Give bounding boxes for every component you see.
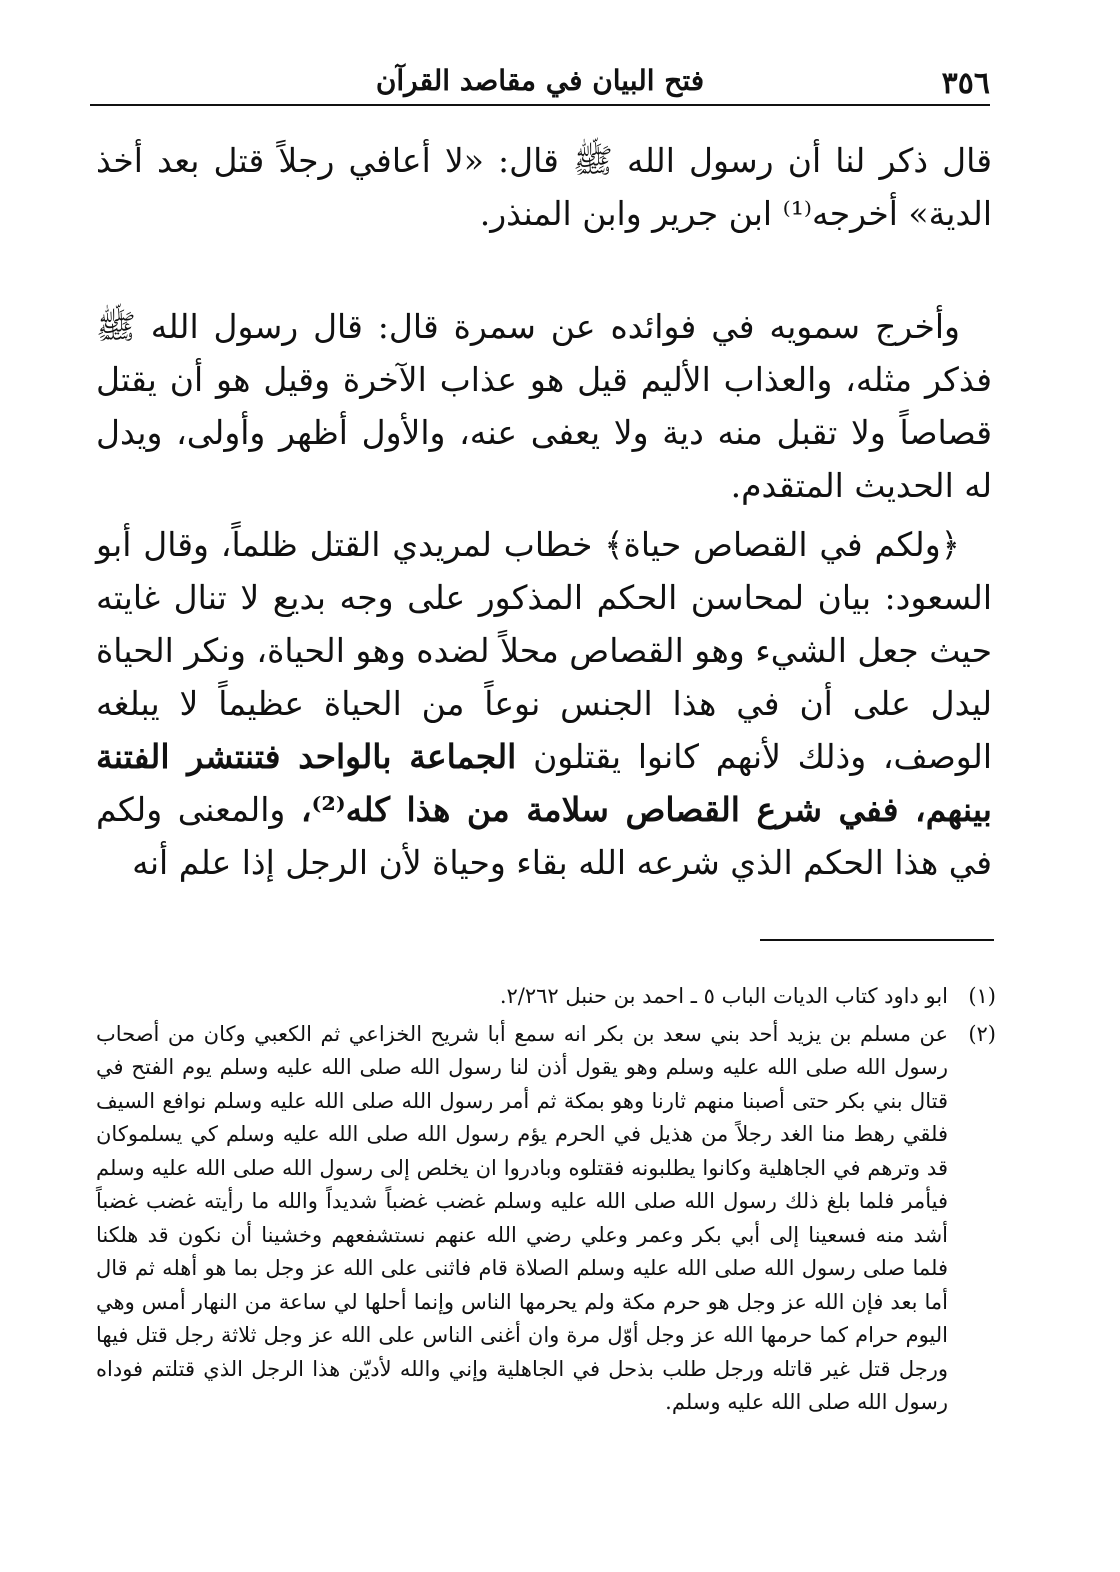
main-text-paragraph-2 — [96, 300, 992, 512]
paragraph-3-bold-run: الجماعة بالواحد فتنتشر الفتنة بينهم، ففي شرع القصاص سلامة من هذا كله⁽²⁾، — [96, 737, 992, 829]
page-number: ٣٥٦ — [941, 66, 990, 101]
paragraph-text: وأخرج سمويه في فوائده عن سمرة قال: قال رسول الله ﷺ فذكر مثله، والعذاب الأليم قيل هو عذاب الآخرة وقيل هو أن يقتل قصاصاً ولا تقبل منه دية ولا يعفى عنه، والأول أظهر وأولى، ويدل له الحديث المتقدم. — [96, 307, 992, 505]
page-header — [90, 62, 990, 106]
footnote-separator — [760, 939, 994, 941]
footnote-marker: (١) — [968, 984, 996, 1008]
footnote-text: عن مسلم بن يزيد أحد بني سعد بن بكر انه سمع أبا شريح الخزاعي ثم الكعبي وكان من أصحاب رسول الله صلى الله عليه وسلم وهو يقول أذن لنا رسول الله صلى الله عليه وسلم يوم الفتح في قتال بني بكر حتى أصبنا منهم ثارنا وهو بمكة ثم أمر رسول الله صلى الله عليه وسلم نوافع السيف فلقي رهط منا الغد رجلاً من هذيل في الحرم يؤم رسول الله صلى الله عليه وسلم كي يسلموكان قد وترهم في الجاهلية وكانوا يطلبونه فقتلوه وبادروا ان يخلص إلى رسول الله صلى الله عليه وسلم فيأمر فلما بلغ ذلك رسول الله صلى الله عليه وسلم غضب غضباً شديداً والله ما رأيته غضب غضباً أشد منه فسعينا إلى أبي بكر وعمر وعلي رضي الله عنهم نستشفعهم وخشينا أن نكون قد هلكنا فلما صلى رسول الله صلى الله عليه وسلم الصلاة قام فاثنى على الله عز وجل بما هو أهله ثم قال أما بعد فإن الله عز وجل هو حرم مكة ولم يحرمها الناس وإنما أحلها لي ساعة من النهار أمس وهي اليوم حرام كما حرمها الله عز وجل أوّل مرة وان أغنى الناس على الله عز وجل ثلاثة رجل قتل فيها ورجل قتل غير قاتله ورجل طلب بذحل في الجاهلية وإني والله لأديّن هذا الرجل الذي قتلتم فوداه رسول الله صلى الله عليه وسلم. — [96, 1021, 948, 1414]
paragraph-3-start: ﴿ولكم في القصاص حياة﴾ خطاب لمريدي القتل ظلماً، وقال أبو السعود: بيان لمحاسن الحكم المذكور على وجه بديع لا تنال غايته حيث جعل الشيء وهو القصاص محلاً لضده وهو الحياة، ونكر الحياة ليدل على أن في هذا الجنس نوعاً من الحياة عظيماً لا يبلغه الوصف، وذلك لأنهم كانوا يقتلون — [96, 525, 993, 776]
footnote-text: ابو داود كتاب الديات الباب ٥ ـ احمد بن حنبل ٢/٢٦٢. — [499, 984, 948, 1008]
paragraph-text — [96, 518, 992, 889]
footnotes — [96, 980, 996, 1420]
running-title: فتح البيان في مقاصد القرآن — [375, 64, 705, 97]
paragraph-text: قال ذكر لنا أن رسول الله ﷺ قال: «لا أعافي رجلاً قتل بعد أخذ الدية» أخرجه⁽¹⁾ ابن جرير وابن المنذر. — [96, 141, 992, 233]
paragraph-3-end: والمعنى ولكم في هذا الحكم الذي شرعه الله بقاء وحياة لأن الرجل إذا علم أنه — [96, 790, 992, 882]
footnote-2 — [96, 1018, 996, 1420]
main-text-paragraph-3 — [96, 518, 992, 889]
footnote-1 — [96, 980, 996, 1014]
main-text-paragraph-1 — [96, 134, 992, 240]
footnote-marker: (٢) — [968, 1021, 996, 1046]
